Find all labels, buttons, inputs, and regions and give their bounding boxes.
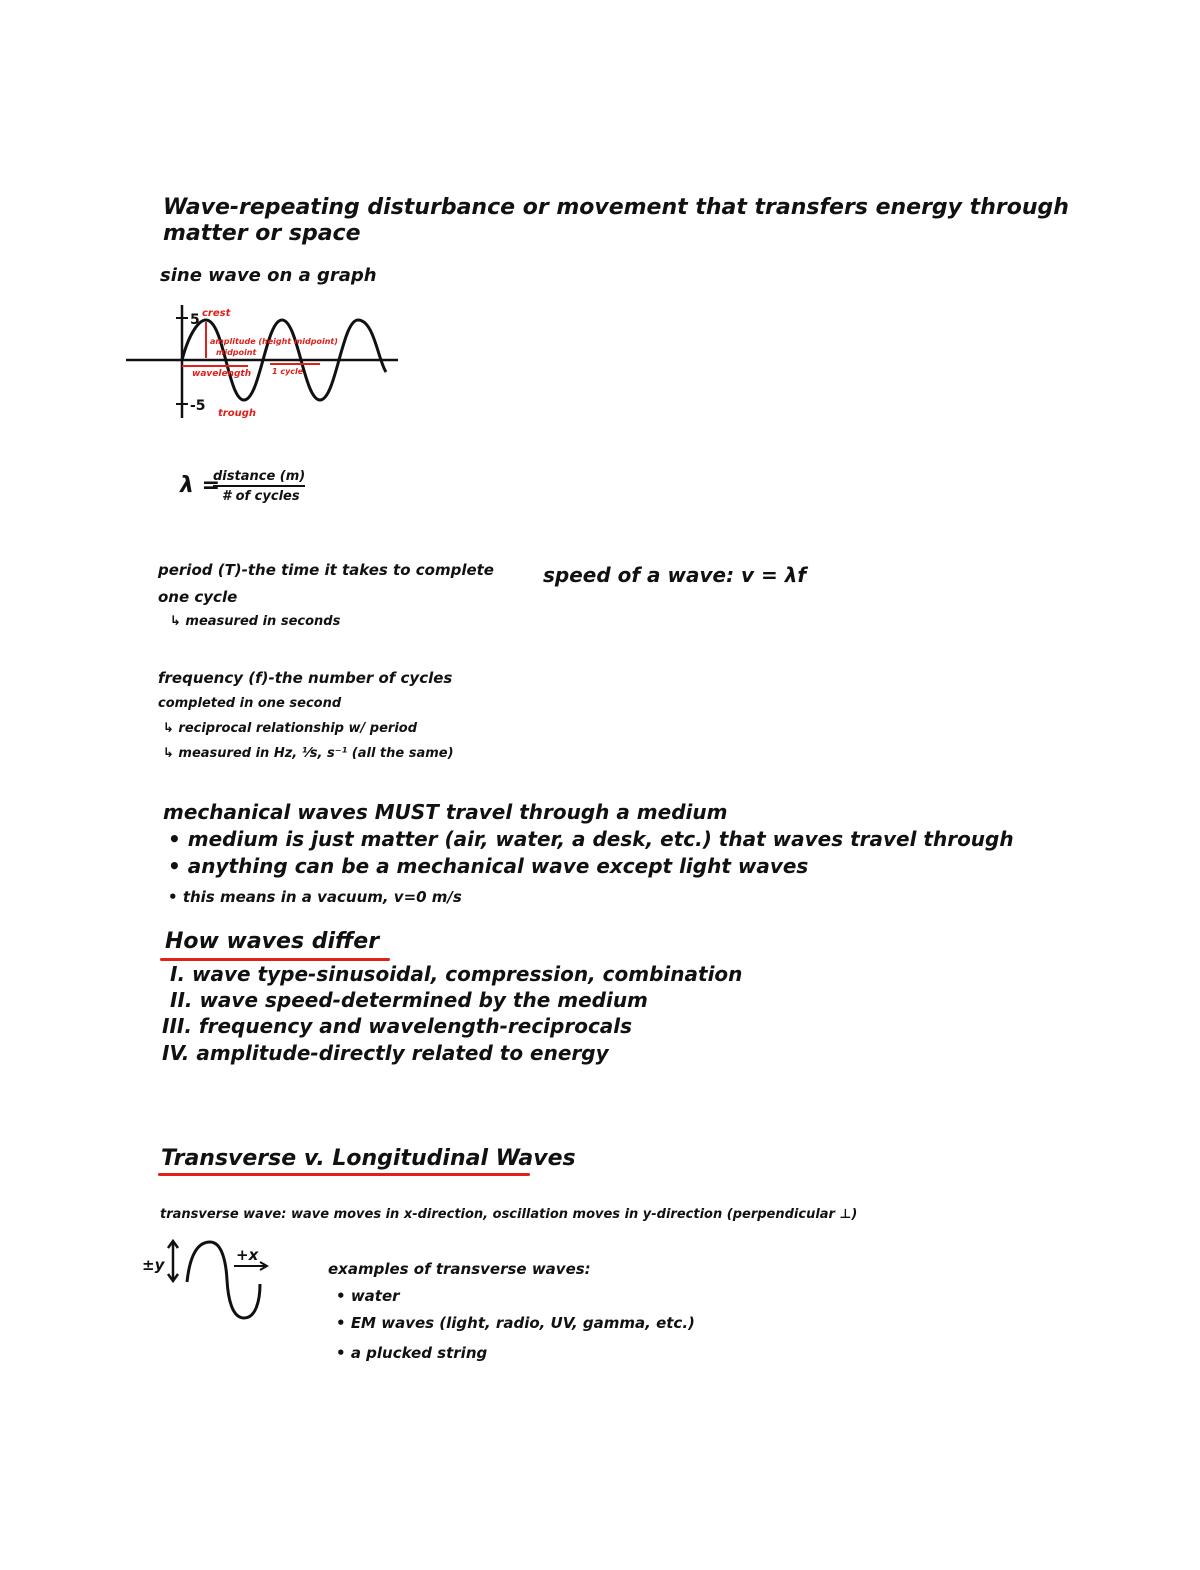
how-differ-item-2: II. wave speed-determined by the medium	[170, 988, 648, 1012]
trough-label: trough	[218, 408, 256, 419]
y-label-bottom: -5	[190, 398, 206, 414]
how-differ-item-4: IV. amplitude-directly related to energy	[162, 1041, 609, 1065]
mechanical-bullet-3: • this means in a vacuum, v=0 m/s	[168, 888, 462, 906]
wavelength-formula-denominator: # of cycles	[222, 489, 300, 504]
mechanical-bullet-2: • anything can be a mechanical wave except light waves	[168, 854, 809, 878]
how-differ-underline	[160, 958, 390, 961]
amplitude-label: amplitude (height midpoint)	[210, 337, 338, 346]
speed-formula: speed of a wave: v = λf	[543, 563, 807, 587]
y-label-top: 5	[190, 312, 200, 328]
how-differ-item-1: I. wave type-sinusoidal, compression, combination	[170, 962, 743, 986]
frequency-line2: completed in one second	[158, 696, 342, 711]
transverse-definition: transverse wave: wave moves in x-direction, oscillation moves in y-direction (perpendicular ⊥)	[160, 1207, 858, 1222]
trans-long-underline	[158, 1173, 530, 1176]
mechanical-bullet-1: • medium is just matter (air, water, a desk, etc.) that waves travel through	[168, 827, 1014, 851]
example-item-1: • water	[336, 1287, 400, 1305]
period-sub: ↳ measured in seconds	[170, 614, 341, 629]
transverse-wave-sketch	[140, 1236, 280, 1326]
example-item-2: • EM waves (light, radio, UV, gamma, etc.)	[336, 1314, 695, 1332]
sine-wave-graph	[120, 300, 410, 430]
crest-label: crest	[202, 308, 231, 319]
wavelength-label: wavelength	[192, 369, 252, 379]
frequency-sub2: ↳ measured in Hz, ⅟s, s⁻¹ (all the same)	[163, 746, 454, 761]
how-differ-item-3: III. frequency and wavelength-reciprocals	[162, 1014, 633, 1038]
trans-long-title: Transverse v. Longitudinal Waves	[161, 1146, 576, 1171]
how-differ-title: How waves differ	[165, 929, 380, 954]
period-line1: period (T)-the time it takes to complete	[158, 561, 494, 579]
midpoint-label: midpoint	[216, 348, 257, 357]
y-axis-label: ±y	[142, 1256, 165, 1274]
wave-definition-line2: matter or space	[163, 221, 361, 246]
wavelength-formula-lhs: λ =	[180, 473, 221, 498]
example-item-3: • a plucked string	[336, 1344, 488, 1362]
wavelength-formula-numerator: distance (m)	[213, 469, 305, 487]
wave-definition-line1: Wave-repeating disturbance or movement that transfers energy through	[163, 195, 1069, 220]
mechanical-heading: mechanical waves MUST travel through a medium	[163, 800, 728, 824]
frequency-sub1: ↳ reciprocal relationship w/ period	[163, 721, 418, 736]
x-axis-label: +x	[236, 1246, 259, 1264]
graph-caption: sine wave on a graph	[160, 265, 377, 286]
period-line2: one cycle	[158, 588, 238, 606]
one-cycle-label: 1 cycle	[272, 367, 304, 376]
examples-heading: examples of transverse waves:	[328, 1260, 591, 1278]
frequency-line1: frequency (f)-the number of cycles	[158, 669, 453, 687]
